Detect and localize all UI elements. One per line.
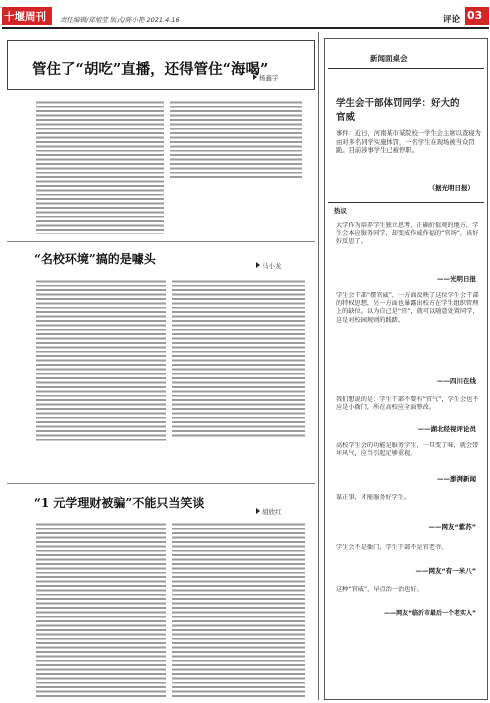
comment-source: ——网友“紫苏” — [428, 523, 476, 531]
article-title: “名校环境”搞的是噱头 — [34, 252, 156, 266]
column-divider — [318, 32, 319, 700]
feature-source: （据光明日报） — [428, 184, 474, 192]
article-body-column — [36, 522, 166, 698]
comment-text: 这种“官威”，早点治一治也好。 — [336, 586, 423, 593]
comment-source: ——澎湃新闻 — [437, 475, 476, 483]
article-body-column — [36, 279, 166, 441]
header-meta: 责任编辑/郑旭莹 版式/陈小艳 2021.4.16 — [60, 16, 180, 24]
byline-marker — [256, 508, 260, 514]
feature-title: 学生会干部体罚同学：好大的官威 — [336, 98, 460, 123]
comment-text: 谋正事，才能服务好学生。 — [336, 494, 411, 501]
comment-source: ——网友“临沂市最后一个老实人” — [384, 610, 476, 617]
article-body-column — [172, 522, 305, 698]
article-title: 管住了“胡吃”直播，还得管住“海喝” — [32, 61, 269, 78]
article-byline: 胡欣红 — [262, 508, 282, 516]
comment-text: 我们想说的是：学生干部不要有“官气”，学生会也不应是小衙门，所在高校应全面整改。 — [336, 396, 479, 412]
sidebar-heading-rule — [328, 68, 484, 69]
byline-marker — [256, 262, 260, 268]
article-byline: 马小龙 — [262, 262, 282, 270]
comment-source: ——湖北经视评论员 — [417, 425, 476, 433]
section-label: 热议 — [334, 207, 347, 215]
masthead-title: 十堰周刊 — [4, 11, 46, 23]
comment-text: 大学作为培养学生独立思考、正确价值观的地方，学生会本应服务同学，却变成作威作福的“官场”，该好好反思了。 — [336, 222, 479, 246]
page-number: 03 — [467, 9, 483, 22]
article-divider — [7, 483, 315, 484]
article-body-column — [172, 279, 305, 437]
comment-source: ——网友“有一米八” — [415, 567, 476, 575]
section-label-rule — [328, 202, 484, 203]
article-divider — [7, 241, 315, 242]
section-name: 评论 — [443, 15, 461, 25]
header-rule — [2, 27, 489, 29]
comment-source: ——四川在线 — [437, 377, 476, 385]
comment-source: ——光明日报 — [437, 275, 476, 283]
comment-text: 学生会干部“摆官威”，一方面反映了这位学生会干部的特权思想，另一方面也暴露出校方在学生组织管理上的缺位。以为自己是“官”，就可以随意处置同学，这是对校园规则的践踏。 — [336, 292, 479, 324]
byline-marker — [253, 74, 257, 80]
comment-text: 高校学生会的功能是服务学生，一旦变了味，就会带坏风气，应当引起足够重视。 — [336, 442, 479, 458]
comment-text: 学生会不是衙门，学生干部不是官老爷。 — [336, 544, 448, 551]
article-byline: 杨鑫宇 — [259, 74, 279, 82]
sidebar-heading: 新闻面桌会 — [370, 54, 408, 63]
article-title: “1 元学理财被骗”不能只当笑谈 — [34, 496, 205, 510]
article-body-column — [36, 100, 164, 234]
feature-body: 事件：近日，河南某市某院校一学生会主席以查寝为由对多名同学实施体罚，一名学生在现场被当众罚跪。目前涉事学生已被停职。 — [336, 130, 481, 155]
article-body-column — [170, 100, 302, 180]
